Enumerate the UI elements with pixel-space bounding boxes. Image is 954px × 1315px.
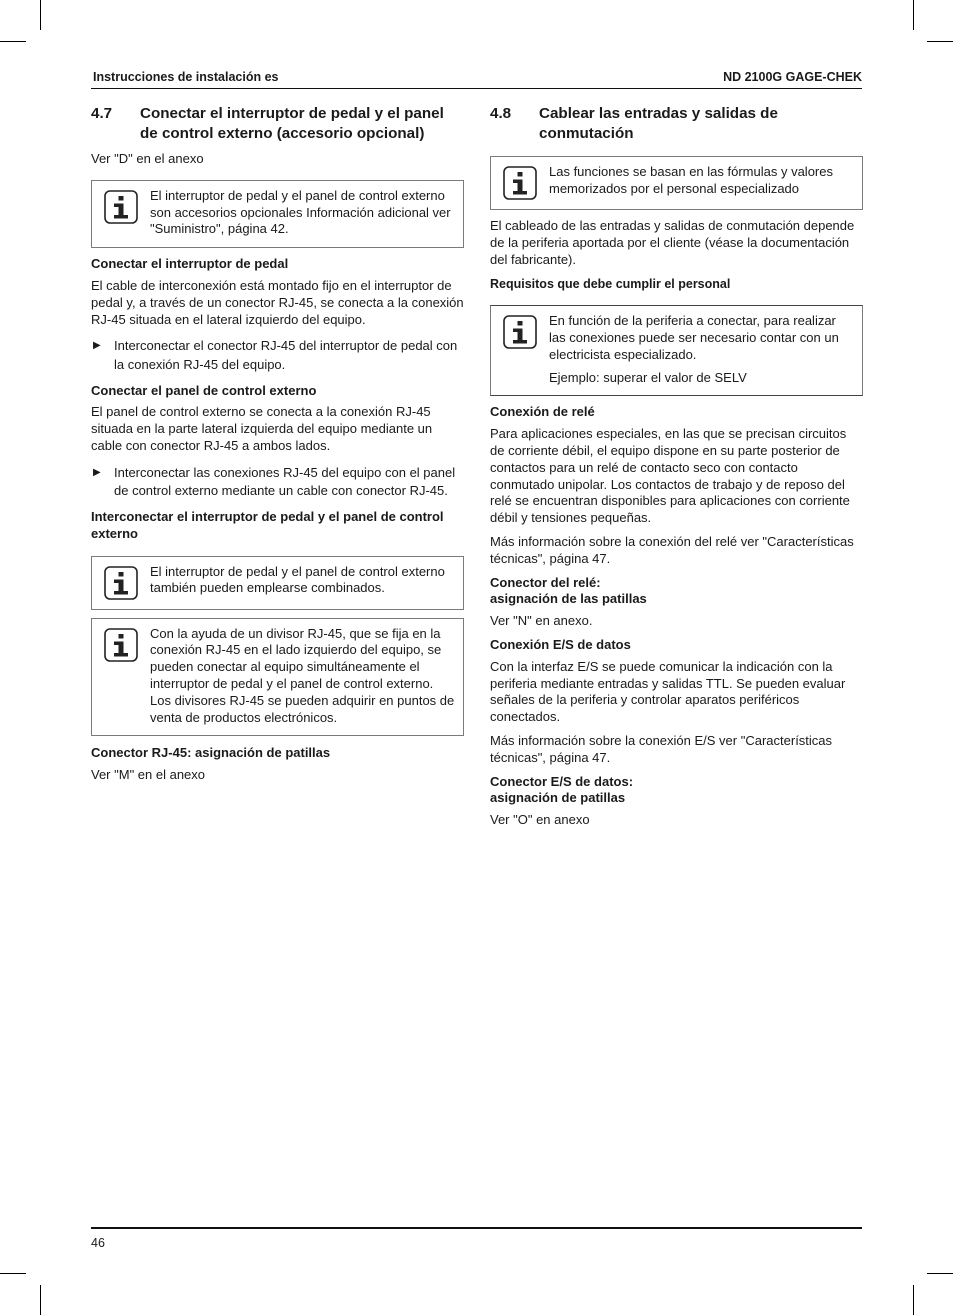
subheading-relay: Conexión de relé [490,404,595,420]
left-column [91,104,464,791]
crop-mark [927,41,953,42]
crop-mark [913,0,914,30]
instruction-step [91,337,464,374]
footer-rule [91,1227,862,1229]
relay-connector-line1: Conector del relé: [490,574,601,590]
info-i-icon [92,564,150,600]
paragraph-io: Con la interfaz E/S se puede comunicar la indicación con la periferia mediante entradas y salidas TTL. Se pueden evaluar señales de la periferia y controlar aparatos periféricos conectados. [490,658,846,725]
subheading-combined: Interconectar el interruptor de pedal y el panel de control externo [91,508,444,541]
right-column [490,104,863,836]
info-note-text: El interruptor de pedal y el panel de control externo son accesorios opcionales Información adicional ver "Suministro", página 42. [150,187,451,237]
relay-connector-line2: asignación de las patillas [490,591,647,607]
io-connector-line2: asignación de patillas [490,790,626,806]
header-doc-title: Instrucciones de instalación es [93,70,279,84]
info-i-icon [491,164,549,200]
section-number: 4.8 [490,105,512,122]
triangle-bullet-icon: ▶ [93,340,101,352]
crop-mark [927,1273,953,1274]
paragraph-io-ref: Más información sobre la conexión E/S ver "Características técnicas", página 47. [490,732,833,765]
crop-mark [40,1285,41,1315]
triangle-bullet-icon: ▶ [93,466,101,478]
subheading-io: Conexión E/S de datos [490,636,631,652]
header-product-name: ND 2100G GAGE-CHEK [723,70,862,84]
info-i-icon [92,188,150,238]
paragraph-pedal: El cable de interconexión está montado fijo en el interruptor de pedal y, a través de un conector RJ-45, se conecta a la conexión RJ-45 situada en el lateral izquierdo del equipo. [91,277,464,327]
paragraph-intro: El cableado de las entradas y salidas de conmutación depende de la periferia aportada por el cliente (véase la documentación del fabricante). [490,218,855,267]
subheading-panel: Conectar el panel de control externo [91,382,317,398]
info-note [91,556,464,610]
subheading-io-connector [490,774,863,808]
section-number: 4.7 [91,105,113,122]
subheading-requirements: Requisitos que debe cumplir el personal [490,277,731,292]
section-heading-4-7 [91,104,464,144]
info-i-icon [491,313,549,386]
page-header [91,69,862,89]
crop-mark [913,1285,914,1315]
info-note [490,156,863,210]
page-number: 46 [91,1236,105,1250]
paragraph-panel: El panel de control externo se conecta a la conexión RJ-45 situada en la parte lateral izquierda del equipo mediante un cable con conector RJ-45 a ambos lados. [91,404,433,453]
info-note-body [549,313,854,386]
subheading-rj45: Conector RJ-45: asignación de patillas [91,745,331,761]
section-heading-4-8 [490,104,863,144]
section-title: Cablear las entradas y salidas de conmutación [539,105,778,142]
info-i-icon [92,626,150,727]
subheading-relay-connector [490,575,863,609]
section-intro: Ver "D" en el anexo [91,151,204,166]
info-note-example: Ejemplo: superar el valor de SELV [549,369,747,385]
instruction-text: Interconectar las conexiones RJ-45 del equipo con el panel de control externo mediante un cable con conector RJ-45. [114,464,456,499]
info-note-text: Las funciones se basan en las fórmulas y valores memorizados por el personal especializado [549,164,833,196]
info-note-text: Con la ayuda de un divisor RJ-45, que se fija en la conexión RJ-45 en el lado izquierdo del equipo, se pueden conectar al equipo simultáneamente el interruptor de pedal y el panel de control externo. Los divisores RJ-45 se pueden adquirir en puntos de venta de productos electrónicos. [150,625,455,725]
io-connector-line1: Conector E/S de datos: [490,773,634,789]
info-note [91,618,464,737]
crop-mark [0,1273,26,1274]
paragraph-relay-ref: Más información sobre la conexión del relé ver "Características técnicas", página 47. [490,533,854,566]
crop-mark [0,41,26,42]
paragraph-io-connector: Ver "O" en anexo [490,812,590,828]
info-note-text: En función de la periferia a conectar, para realizar las conexiones puede ser necesario contar con un electricista especializado. [549,313,839,362]
paragraph-relay: Para aplicaciones especiales, en las que se precisan circuitos de corriente débil, el equipo dispone en su parte posterior de contactos para un relé de contacto seco con contacto conmutado unipolar. Los contactos de trabajo y de reposo del relé se encuentran disponibles para aplicaciones con corriente débil y tensiones pequeñas. [490,426,850,526]
instruction-text: Interconectar el conector RJ-45 del interruptor de pedal con la conexión RJ-45 del equipo. [114,338,458,372]
subheading-pedal: Conectar el interruptor de pedal [91,256,289,272]
instruction-step [91,464,464,501]
info-note [91,180,464,248]
info-note-text: El interruptor de pedal y el panel de control externo también pueden emplearse combinados. [150,563,445,596]
section-title: Conectar el interruptor de pedal y el panel de control externo (accesorio opcional) [140,105,444,142]
paragraph-relay-connector: Ver "N" en anexo. [490,613,593,629]
paragraph-rj45: Ver "M" en el anexo [91,767,206,783]
crop-mark [40,0,41,30]
info-note [490,305,863,396]
